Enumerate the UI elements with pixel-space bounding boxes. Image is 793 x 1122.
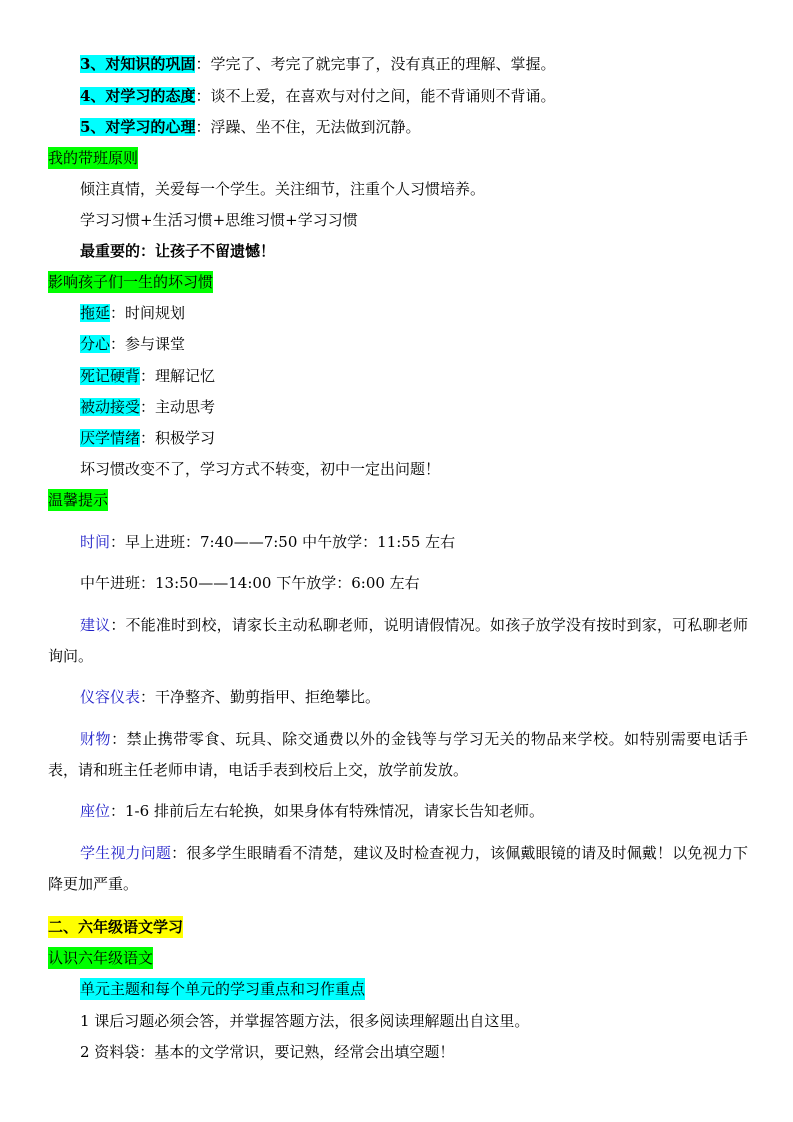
tip-text: ：干净整齐、勤剪指甲、拒绝攀比。 [140,688,381,706]
tip-time-2: 中午进班：13:50——14:00 下午放学：6:00 左右 [80,574,420,592]
habit-label: 拖延 [80,304,111,322]
tips-heading: 温馨提示 [48,491,109,509]
tip-text: ：很多学生眼睛看不清楚，建议及时检查视力，该佩戴眼镜的请及时佩戴！以免视力下降更加严重。 [48,844,748,893]
attitude-label: 4、对学习的态度 [80,87,196,105]
principles-line-1: 倾注真情，关爱每一个学生。关注细节，注重个人习惯培养。 [80,180,486,198]
attitude-label: 5、对学习的心理 [80,118,196,136]
tip-label: 财物 [80,730,112,748]
bad-habit-item [80,333,185,355]
habit-text: ：参与课堂 [110,335,186,353]
tip-text: ：禁止携带零食、玩具、除交通费以外的金钱等与学习无关的物品来学校。如特别需要电话手表，请和班主任老师申请，电话手表到校后上交，放学前发放。 [48,730,748,779]
tip-text: ：早上进班：7:40——7:50 中午放学：11:55 左右 [110,533,456,551]
bad-habit-item [80,427,215,449]
tip-label: 座位 [80,802,111,820]
section-2-item-1: 1 课后习题必须会答，并掌握答题方法，很多阅读理解题出自这里。 [80,1012,530,1030]
principles-line-3: 最重要的：让孩子不留遗憾！ [80,242,276,260]
tip-vision [48,838,748,900]
habit-label: 厌学情绪 [80,429,141,447]
tip-label: 时间 [80,533,111,551]
tip-label: 学生视力问题 [80,844,172,862]
principles-heading: 我的带班原则 [48,149,139,167]
attitude-text: ：学完了、考完了就完事了，没有真正的理解、掌握。 [195,55,556,73]
attitude-text: ：谈不上爱，在喜欢与对付之间，能不背诵则不背诵。 [195,87,556,105]
section-2-subheading: 认识六年级语文 [48,949,154,967]
habit-text: ：理解记忆 [140,367,216,385]
section-2-heading: 二、六年级语文学习 [48,918,184,936]
habit-label: 分心 [80,335,111,353]
bad-habit-item [80,302,185,324]
tip-text: ：1-6 排前后左右轮换，如果身体有特殊情况，请家长告知老师。 [110,802,544,820]
attitude-item-3 [80,53,555,75]
tip-label: 仪容仪表 [80,688,141,706]
tip-time [80,531,455,553]
bad-habit-item [80,365,215,387]
section-2-item-2: 2 资料袋：基本的文学常识，要记熟，经常会出填空题！ [80,1043,455,1061]
habit-label: 被动接受 [80,398,141,416]
bad-habits-heading: 影响孩子们一生的坏习惯 [48,273,214,291]
principles-line-2: 学习习惯+生活习惯+思维习惯+学习习惯 [80,211,358,229]
tip-label: 建议 [80,616,111,634]
attitude-item-5 [80,116,420,138]
tip-property [48,724,748,786]
bad-habit-item [80,396,215,418]
bad-habits-conclusion: 坏习惯改变不了，学习方式不转变，初中一定出问题！ [80,460,441,478]
tip-seat [80,800,544,822]
tip-text: ：不能准时到校，请家长主动私聊老师，说明请假情况。如孩子放学没有按时到家，可私聊老师询问。 [48,616,748,665]
attitude-text: ：浮躁、坐不住，无法做到沉静。 [195,118,421,136]
tip-advice [48,610,748,672]
section-2-sub-subheading: 单元主题和每个单元的学习重点和习作重点 [80,980,366,998]
attitude-item-4 [80,85,555,107]
attitude-label: 3、对知识的巩固 [80,55,196,73]
tip-appearance [80,686,380,708]
habit-label: 死记硬背 [80,367,141,385]
habit-text: ：积极学习 [140,429,216,447]
habit-text: ：主动思考 [140,398,216,416]
habit-text: ：时间规划 [110,304,186,322]
